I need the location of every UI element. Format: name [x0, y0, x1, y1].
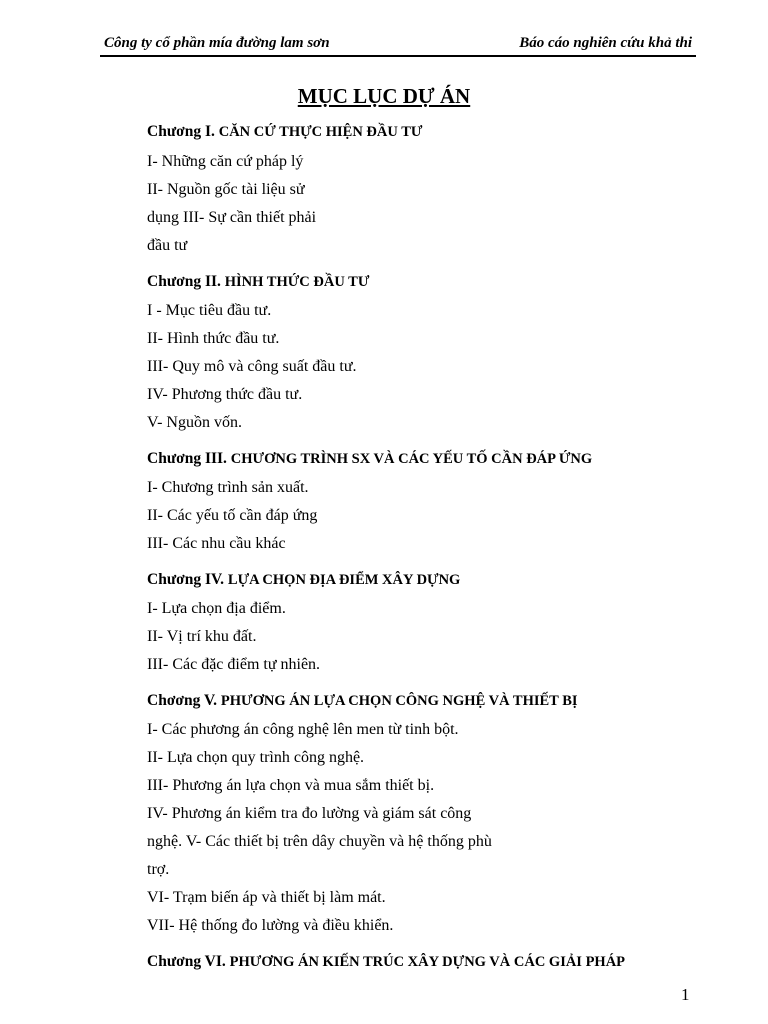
chapter-prefix: Chương IV. [147, 571, 225, 588]
chapter-heading-4 [147, 570, 727, 599]
toc-line: nghệ. V- Các thiết bị trên dây chuyền và hệ thống phù [147, 833, 492, 850]
toc-line: II- Lựa chọn quy trình công nghệ. [147, 749, 365, 766]
chapter-prefix: Chương I. [147, 123, 215, 140]
toc-line: VII- Hệ thống đo lường và điều khiển. [147, 917, 394, 934]
toc-line: II- Các yếu tố cần đáp ứng [147, 507, 318, 524]
toc-line: I- Chương trình sản xuất. [147, 479, 309, 496]
toc-line: II- Vị trí khu đất. [147, 628, 257, 645]
document-title: MỤC LỤC DỰ ÁN [297, 84, 471, 108]
chapter-prefix: Chơơng V. [147, 692, 218, 709]
table-of-contents [147, 122, 727, 981]
chapter-heading-3 [147, 449, 727, 478]
chapter-name: LỰA CHỌN ĐỊA ĐIỂM XÂY DỰNG [227, 572, 461, 588]
toc-line: IV- Phương án kiểm tra đo lường và giám sát công [147, 805, 472, 822]
toc-line: VI- Trạm biến áp và thiết bị làm mát. [147, 889, 386, 906]
toc-line: đầu tư [147, 237, 188, 254]
company-name: Công ty cổ phần mía đường lam sơn [104, 35, 330, 51]
chapter-prefix: Chương III. [147, 450, 227, 467]
toc-line: trợ. [147, 861, 170, 878]
toc-line: dụng III- Sự cần thiết phải [147, 209, 317, 226]
chapter-heading-5 [147, 691, 727, 720]
toc-line: III- Các nhu cầu khác [147, 535, 286, 552]
chapter-prefix: Chương VI. [147, 953, 226, 970]
page-header [100, 33, 696, 57]
chapter-heading-2 [147, 272, 727, 301]
report-name: Báo cáo nghiên cứu khả thi [519, 35, 692, 51]
toc-line: I- Các phương án công nghệ lên men từ tinh bột. [147, 721, 459, 738]
toc-line: I- Lựa chọn địa điểm. [147, 600, 286, 617]
toc-line: III- Quy mô và công suất đầu tư. [147, 358, 357, 375]
toc-line: I - Mục tiêu đầu tư. [147, 302, 272, 319]
toc-line: IV- Phương thức đầu tư. [147, 386, 303, 403]
chapter-name: CĂN CỨ THỰC HIỆN ĐẦU TƯ [218, 124, 423, 140]
chapter-name: CHƯƠNG TRÌNH SX VÀ CÁC YẾU TỐ CẦN ĐÁP ỨNG [230, 451, 593, 467]
toc-line: III- Các đặc điểm tự nhiên. [147, 656, 321, 673]
chapter-name: PHƯƠNG ÁN LỰA CHỌN CÔNG NGHỆ VÀ THIẾT BỊ [220, 693, 578, 709]
chapter-name: HÌNH THỨC ĐẦU TƯ [224, 274, 370, 290]
chapter-heading-1 [147, 122, 727, 152]
chapter-name: PHƯƠNG ÁN KIẾN TRÚC XÂY DỰNG VÀ CÁC GIẢI PHÁP [229, 954, 626, 970]
chapter-heading-6 [147, 952, 727, 981]
toc-line: V- Nguồn vốn. [147, 414, 242, 431]
toc-line: II- Hình thức đầu tư. [147, 330, 280, 347]
chapter-prefix: Chương II. [147, 273, 221, 290]
page-number: 1 [681, 985, 690, 1004]
toc-line: II- Nguồn gốc tài liệu sử [147, 181, 305, 198]
toc-line: III- Phương án lựa chọn và mua sắm thiết bị. [147, 777, 435, 794]
toc-line: I- Những căn cứ pháp lý [147, 153, 304, 170]
